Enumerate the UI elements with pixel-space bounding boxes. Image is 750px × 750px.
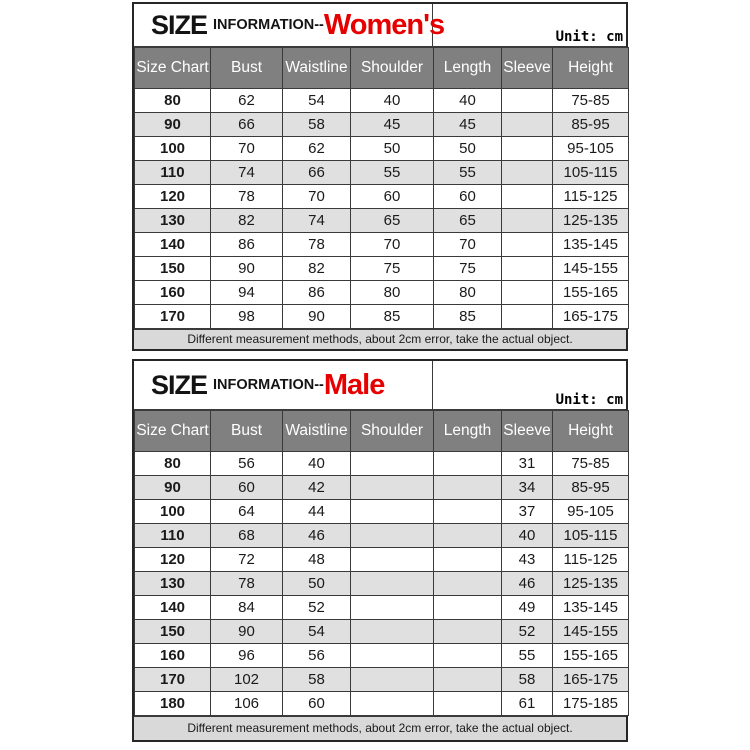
value-cell: 49	[502, 596, 553, 620]
value-cell: 72	[211, 548, 283, 572]
value-cell	[502, 281, 553, 305]
size-chart-cell: 80	[135, 452, 211, 476]
value-cell: 90	[211, 257, 283, 281]
value-cell	[502, 137, 553, 161]
value-cell: 50	[283, 572, 351, 596]
value-cell: 65	[351, 209, 434, 233]
value-cell: 54	[283, 620, 351, 644]
title-size-word: SIZE	[151, 369, 208, 400]
value-cell: 80	[351, 281, 434, 305]
value-cell: 62	[283, 137, 351, 161]
column-header-height: Height	[553, 48, 629, 89]
table-row-size-150	[135, 257, 629, 281]
value-cell: 86	[283, 281, 351, 305]
size-chart-cell: 130	[135, 209, 211, 233]
womens-title	[134, 4, 445, 46]
value-cell	[434, 548, 502, 572]
womens-header-row	[135, 48, 629, 89]
value-cell	[351, 692, 434, 716]
value-cell: 96	[211, 644, 283, 668]
title-gender-womens: Women's	[323, 8, 445, 41]
value-cell: 115-125	[553, 548, 629, 572]
value-cell	[502, 257, 553, 281]
table-row-size-100	[135, 500, 629, 524]
value-cell: 52	[502, 620, 553, 644]
size-table-womens	[132, 2, 628, 351]
value-cell: 102	[211, 668, 283, 692]
value-cell: 106	[211, 692, 283, 716]
value-cell: 60	[283, 692, 351, 716]
table-row-size-120	[135, 185, 629, 209]
value-cell: 55	[502, 644, 553, 668]
size-chart-cell: 150	[135, 257, 211, 281]
value-cell: 75	[434, 257, 502, 281]
value-cell	[351, 620, 434, 644]
value-cell: 52	[283, 596, 351, 620]
male-measurements-table	[134, 410, 629, 716]
value-cell: 37	[502, 500, 553, 524]
table-row-size-160	[135, 644, 629, 668]
value-cell: 145-155	[553, 257, 629, 281]
value-cell: 145-155	[553, 620, 629, 644]
table-row-size-80	[135, 452, 629, 476]
value-cell: 90	[211, 620, 283, 644]
value-cell	[434, 596, 502, 620]
size-chart-cell: 140	[135, 233, 211, 257]
size-chart-cell: 140	[135, 596, 211, 620]
value-cell	[351, 668, 434, 692]
value-cell: 155-165	[553, 644, 629, 668]
table-row-size-110	[135, 524, 629, 548]
value-cell	[434, 620, 502, 644]
value-cell	[351, 476, 434, 500]
size-chart-cell: 160	[135, 644, 211, 668]
column-header-size-chart: Size Chart	[135, 48, 211, 89]
value-cell: 34	[502, 476, 553, 500]
value-cell: 62	[211, 89, 283, 113]
value-cell: 68	[211, 524, 283, 548]
table-row-size-180	[135, 692, 629, 716]
value-cell: 58	[283, 668, 351, 692]
value-cell: 80	[434, 281, 502, 305]
value-cell: 44	[283, 500, 351, 524]
value-cell: 165-175	[553, 668, 629, 692]
value-cell	[434, 476, 502, 500]
value-cell	[502, 113, 553, 137]
column-header-bust: Bust	[211, 411, 283, 452]
value-cell: 65	[434, 209, 502, 233]
table-row-size-110	[135, 161, 629, 185]
value-cell: 55	[434, 161, 502, 185]
size-chart-cell: 100	[135, 137, 211, 161]
value-cell: 58	[283, 113, 351, 137]
value-cell	[351, 452, 434, 476]
value-cell: 78	[211, 572, 283, 596]
value-cell: 86	[211, 233, 283, 257]
value-cell: 60	[351, 185, 434, 209]
value-cell: 42	[283, 476, 351, 500]
value-cell: 40	[434, 89, 502, 113]
value-cell: 75-85	[553, 89, 629, 113]
value-cell	[434, 500, 502, 524]
table-row-size-80	[135, 89, 629, 113]
size-chart-cell: 110	[135, 161, 211, 185]
value-cell: 95-105	[553, 500, 629, 524]
value-cell	[434, 452, 502, 476]
value-cell: 85	[351, 305, 434, 329]
value-cell: 75	[351, 257, 434, 281]
value-cell: 82	[283, 257, 351, 281]
value-cell: 43	[502, 548, 553, 572]
size-chart-cell: 120	[135, 548, 211, 572]
size-chart-cell: 170	[135, 305, 211, 329]
value-cell: 105-115	[553, 161, 629, 185]
male-measurement-note: Different measurement methods, about 2cm error, take the actual object.	[134, 716, 626, 740]
table-row-size-100	[135, 137, 629, 161]
size-chart-cell: 80	[135, 89, 211, 113]
value-cell: 61	[502, 692, 553, 716]
column-header-height: Height	[553, 411, 629, 452]
size-chart-cell: 150	[135, 620, 211, 644]
size-chart-cell: 180	[135, 692, 211, 716]
male-title	[134, 361, 433, 409]
table-row-size-170	[135, 668, 629, 692]
male-title-row	[134, 361, 626, 410]
value-cell: 165-175	[553, 305, 629, 329]
value-cell: 78	[283, 233, 351, 257]
value-cell: 40	[283, 452, 351, 476]
value-cell: 40	[351, 89, 434, 113]
value-cell	[434, 644, 502, 668]
value-cell: 58	[502, 668, 553, 692]
value-cell	[502, 305, 553, 329]
size-chart-cell: 110	[135, 524, 211, 548]
value-cell	[434, 668, 502, 692]
size-chart-cell: 160	[135, 281, 211, 305]
table-row-size-90	[135, 476, 629, 500]
value-cell: 78	[211, 185, 283, 209]
value-cell: 85-95	[553, 113, 629, 137]
title-information-word: INFORMATION--	[213, 377, 324, 393]
value-cell	[502, 185, 553, 209]
title-gender-male: Male	[323, 368, 385, 401]
value-cell: 90	[283, 305, 351, 329]
title-size-word: SIZE	[151, 9, 208, 40]
value-cell: 50	[351, 137, 434, 161]
value-cell: 56	[283, 644, 351, 668]
size-chart-cell: 90	[135, 113, 211, 137]
table-row-size-90	[135, 113, 629, 137]
value-cell: 155-165	[553, 281, 629, 305]
value-cell: 70	[351, 233, 434, 257]
value-cell: 54	[283, 89, 351, 113]
column-header-sleeve: Sleeve	[502, 48, 553, 89]
column-header-bust: Bust	[211, 48, 283, 89]
womens-unit-label: Unit: cm	[555, 29, 623, 45]
table-row-size-140	[135, 233, 629, 257]
column-header-sleeve: Sleeve	[502, 411, 553, 452]
size-chart-cell: 120	[135, 185, 211, 209]
size-table-male	[132, 359, 628, 742]
value-cell	[502, 209, 553, 233]
table-row-size-120	[135, 548, 629, 572]
value-cell: 48	[283, 548, 351, 572]
value-cell: 95-105	[553, 137, 629, 161]
value-cell: 31	[502, 452, 553, 476]
value-cell: 64	[211, 500, 283, 524]
value-cell: 85-95	[553, 476, 629, 500]
size-chart-cell: 130	[135, 572, 211, 596]
value-cell	[351, 596, 434, 620]
value-cell	[502, 233, 553, 257]
womens-title-row	[134, 4, 626, 47]
value-cell: 46	[283, 524, 351, 548]
value-cell: 135-145	[553, 233, 629, 257]
value-cell: 125-135	[553, 572, 629, 596]
value-cell	[434, 524, 502, 548]
value-cell: 75-85	[553, 452, 629, 476]
value-cell	[351, 524, 434, 548]
table-row-size-150	[135, 620, 629, 644]
value-cell: 56	[211, 452, 283, 476]
value-cell: 74	[283, 209, 351, 233]
value-cell: 125-135	[553, 209, 629, 233]
value-cell: 84	[211, 596, 283, 620]
value-cell	[351, 500, 434, 524]
value-cell: 94	[211, 281, 283, 305]
value-cell: 85	[434, 305, 502, 329]
column-header-waistline: Waistline	[283, 411, 351, 452]
value-cell: 45	[434, 113, 502, 137]
value-cell: 66	[211, 113, 283, 137]
value-cell: 175-185	[553, 692, 629, 716]
column-header-length: Length	[434, 411, 502, 452]
size-chart-cell: 170	[135, 668, 211, 692]
column-header-waistline: Waistline	[283, 48, 351, 89]
value-cell	[351, 548, 434, 572]
column-header-length: Length	[434, 48, 502, 89]
column-header-shoulder: Shoulder	[351, 48, 434, 89]
value-cell: 66	[283, 161, 351, 185]
value-cell: 70	[283, 185, 351, 209]
table-row-size-140	[135, 596, 629, 620]
value-cell	[434, 692, 502, 716]
size-chart-cell: 90	[135, 476, 211, 500]
table-row-size-130	[135, 209, 629, 233]
value-cell: 60	[211, 476, 283, 500]
value-cell: 135-145	[553, 596, 629, 620]
value-cell: 98	[211, 305, 283, 329]
value-cell	[434, 572, 502, 596]
title-information-word: INFORMATION--	[213, 17, 324, 33]
value-cell: 74	[211, 161, 283, 185]
womens-measurement-note: Different measurement methods, about 2cm error, take the actual object.	[134, 329, 626, 349]
column-header-shoulder: Shoulder	[351, 411, 434, 452]
value-cell	[502, 161, 553, 185]
value-cell: 115-125	[553, 185, 629, 209]
value-cell: 46	[502, 572, 553, 596]
womens-measurements-table	[134, 47, 629, 329]
value-cell: 70	[434, 233, 502, 257]
table-row-size-170	[135, 305, 629, 329]
table-row-size-130	[135, 572, 629, 596]
value-cell	[502, 89, 553, 113]
value-cell: 105-115	[553, 524, 629, 548]
size-chart-cell: 100	[135, 500, 211, 524]
male-unit-label: Unit: cm	[555, 392, 623, 408]
male-table-body	[135, 452, 629, 716]
value-cell: 60	[434, 185, 502, 209]
value-cell	[351, 644, 434, 668]
value-cell: 45	[351, 113, 434, 137]
table-row-size-160	[135, 281, 629, 305]
column-header-size-chart: Size Chart	[135, 411, 211, 452]
value-cell	[351, 572, 434, 596]
value-cell: 40	[502, 524, 553, 548]
value-cell: 50	[434, 137, 502, 161]
male-header-row	[135, 411, 629, 452]
womens-table-body	[135, 89, 629, 329]
value-cell: 82	[211, 209, 283, 233]
value-cell: 70	[211, 137, 283, 161]
value-cell: 55	[351, 161, 434, 185]
